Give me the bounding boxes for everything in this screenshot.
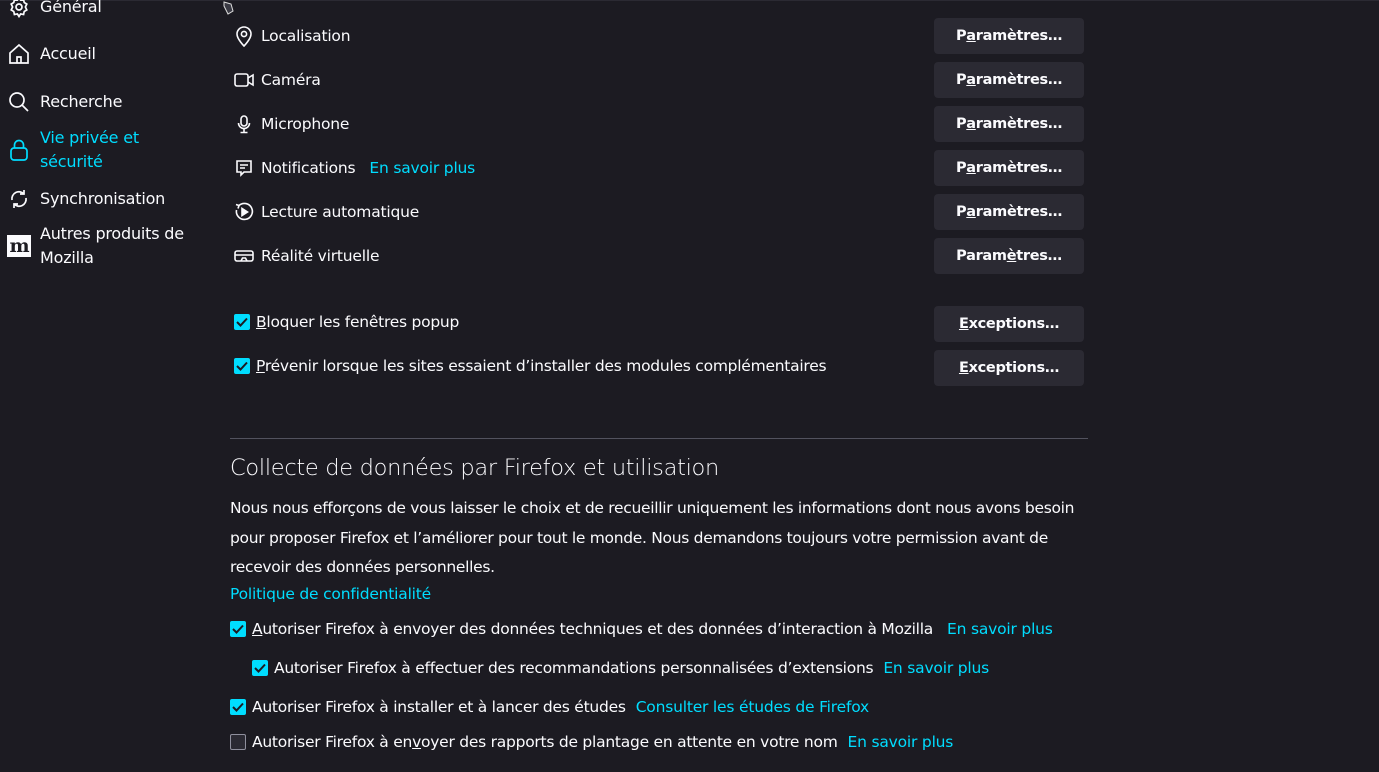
btn-text: ramètres… (975, 204, 1063, 220)
label-accesskey: P (256, 357, 265, 375)
btn-accesskey: E (958, 360, 969, 376)
sidebar-item-sync[interactable] (6, 186, 165, 212)
btn-text: ramètres… (975, 116, 1063, 132)
permission-label: Microphone (261, 115, 350, 133)
vr-headset-icon (232, 244, 256, 268)
btn-text: ramètres… (975, 28, 1063, 44)
extension-recommendations-checkbox[interactable] (252, 660, 268, 676)
location-pin-icon (232, 24, 256, 48)
camera-settings-button[interactable] (934, 62, 1084, 98)
crash-reports-learn-more-link[interactable]: En savoir plus (847, 733, 954, 751)
btn-accesskey: a (966, 204, 976, 220)
telemetry-learn-more-link[interactable]: En savoir plus (947, 620, 1053, 638)
privacy-policy-link[interactable]: Politique de confidentialité (230, 585, 432, 603)
data-collection-description: Nous nous efforçons de vous laisser le choix et de recueillir uniquement les informations dont nous avons besoin pour proposer Firefox et l’améliorer pour tout le monde. Nous demandons toujours votre permission avant de recevoir des données personnelles. (230, 499, 1075, 576)
label-text: oyer des rapports de plantage en attente en votre nom (421, 733, 838, 751)
label-line-1: Autres produits de (40, 224, 184, 243)
checkbox-label[interactable]: Autoriser Firefox à effectuer des recommandations personnalisées d’extensions (274, 659, 874, 677)
btn-accesskey: a (966, 28, 976, 44)
checkbox-label[interactable]: Autoriser Firefox à installer et à lancer des études (252, 698, 626, 716)
section-title-data-collection: Collecte de données par Firefox et utilisation (230, 455, 719, 481)
label-line-2: sécurité (40, 152, 103, 171)
permission-label: Réalité virtuelle (261, 247, 380, 265)
label-text: Autoriser Firefox à en (252, 733, 413, 751)
permission-label: Lecture automatique (261, 203, 420, 221)
popup-exceptions-button[interactable] (934, 306, 1084, 342)
notification-icon (232, 156, 256, 180)
sidebar-item-label: Général (40, 0, 102, 16)
addon-exceptions-button[interactable] (934, 350, 1084, 386)
autoplay-settings-button[interactable] (934, 194, 1084, 230)
checkbox-label[interactable] (252, 733, 838, 751)
label-accesskey: v (412, 733, 422, 751)
btn-accesskey: è (1006, 248, 1017, 264)
sidebar-item-label: Accueil (40, 44, 96, 63)
label-accesskey: B (256, 313, 267, 331)
checkbox-label[interactable] (252, 620, 933, 638)
crash-reports-checkbox[interactable] (230, 734, 246, 750)
autoplay-icon (232, 200, 256, 224)
btn-text: P (955, 72, 967, 88)
warn-addon-install-option (234, 357, 826, 375)
label-text: révenir lorsque les sites essaient d’installer des modules complémentaires (264, 357, 827, 375)
btn-text: xceptions… (968, 360, 1060, 376)
permission-label: Caméra (261, 71, 321, 89)
home-icon (6, 41, 32, 67)
checkmark-icon (232, 624, 244, 634)
btn-text: P (955, 116, 967, 132)
sidebar-item-label: Synchronisation (40, 189, 166, 208)
checkbox-label[interactable] (256, 313, 459, 331)
btn-text: tres… (1016, 248, 1062, 264)
lock-icon (6, 137, 32, 163)
btn-text: ramètres… (975, 160, 1063, 176)
location-settings-button[interactable] (934, 18, 1084, 54)
mozilla-logo-icon (6, 233, 32, 259)
permission-label: Localisation (261, 27, 351, 45)
studies-option (230, 698, 869, 716)
btn-accesskey: a (966, 72, 976, 88)
checkbox-label[interactable] (256, 357, 826, 375)
block-popups-checkbox[interactable] (234, 314, 250, 330)
notifications-settings-button[interactable] (934, 150, 1084, 186)
vr-settings-button[interactable] (934, 238, 1084, 274)
sidebar-item-privacy[interactable] (6, 126, 139, 174)
sidebar-item-label (40, 222, 184, 270)
btn-text: ramètres… (975, 72, 1063, 88)
label-line-1: Vie privée et (40, 128, 139, 147)
sidebar-item-label (40, 126, 139, 174)
telemetry-checkbox[interactable] (230, 621, 246, 637)
btn-text: Param (956, 248, 1007, 264)
label-accesskey: A (252, 620, 263, 638)
btn-text: P (955, 204, 967, 220)
telemetry-option (230, 620, 1053, 638)
sidebar-item-mozilla-products[interactable] (6, 222, 184, 270)
microphone-settings-button[interactable] (934, 106, 1084, 142)
btn-text: P (955, 28, 967, 44)
gear-icon (6, 0, 32, 20)
label-line-2: Mozilla (40, 248, 94, 267)
studies-checkbox[interactable] (230, 699, 246, 715)
checkmark-icon (232, 702, 244, 712)
recommendations-learn-more-link[interactable]: En savoir plus (883, 659, 989, 677)
window-top-edge (0, 0, 1379, 1)
notifications-learn-more-link[interactable]: En savoir plus (369, 159, 476, 177)
sync-icon (6, 186, 32, 212)
btn-accesskey: E (958, 316, 969, 332)
label-text: loquer les fenêtres popup (266, 313, 460, 331)
sidebar-item-home[interactable] (6, 41, 96, 67)
btn-text: xceptions… (968, 316, 1060, 332)
section-divider (230, 438, 1088, 439)
sidebar-item-general[interactable] (6, 0, 102, 20)
view-studies-link[interactable]: Consulter les études de Firefox (635, 698, 869, 716)
block-popups-option (234, 313, 459, 331)
label-text: utoriser Firefox à envoyer des données techniques et des données d’interaction à Mozilla (262, 620, 934, 638)
checkmark-icon (236, 361, 248, 371)
extension-recommendations-option (252, 659, 989, 677)
search-icon (6, 89, 32, 115)
sidebar-item-label: Recherche (40, 92, 123, 111)
checkmark-icon (254, 663, 266, 673)
mozilla-logo-text: m (7, 235, 31, 257)
sidebar-item-search[interactable] (6, 89, 122, 115)
crash-reports-option (230, 733, 953, 751)
microphone-icon (232, 112, 256, 136)
camera-icon (232, 68, 256, 92)
mouse-cursor-icon (222, 0, 236, 16)
checkmark-icon (236, 317, 248, 327)
warn-addon-install-checkbox[interactable] (234, 358, 250, 374)
permission-label: Notifications (261, 159, 356, 177)
btn-accesskey: a (966, 116, 976, 132)
btn-accesskey: a (966, 160, 976, 176)
btn-text: P (955, 160, 967, 176)
